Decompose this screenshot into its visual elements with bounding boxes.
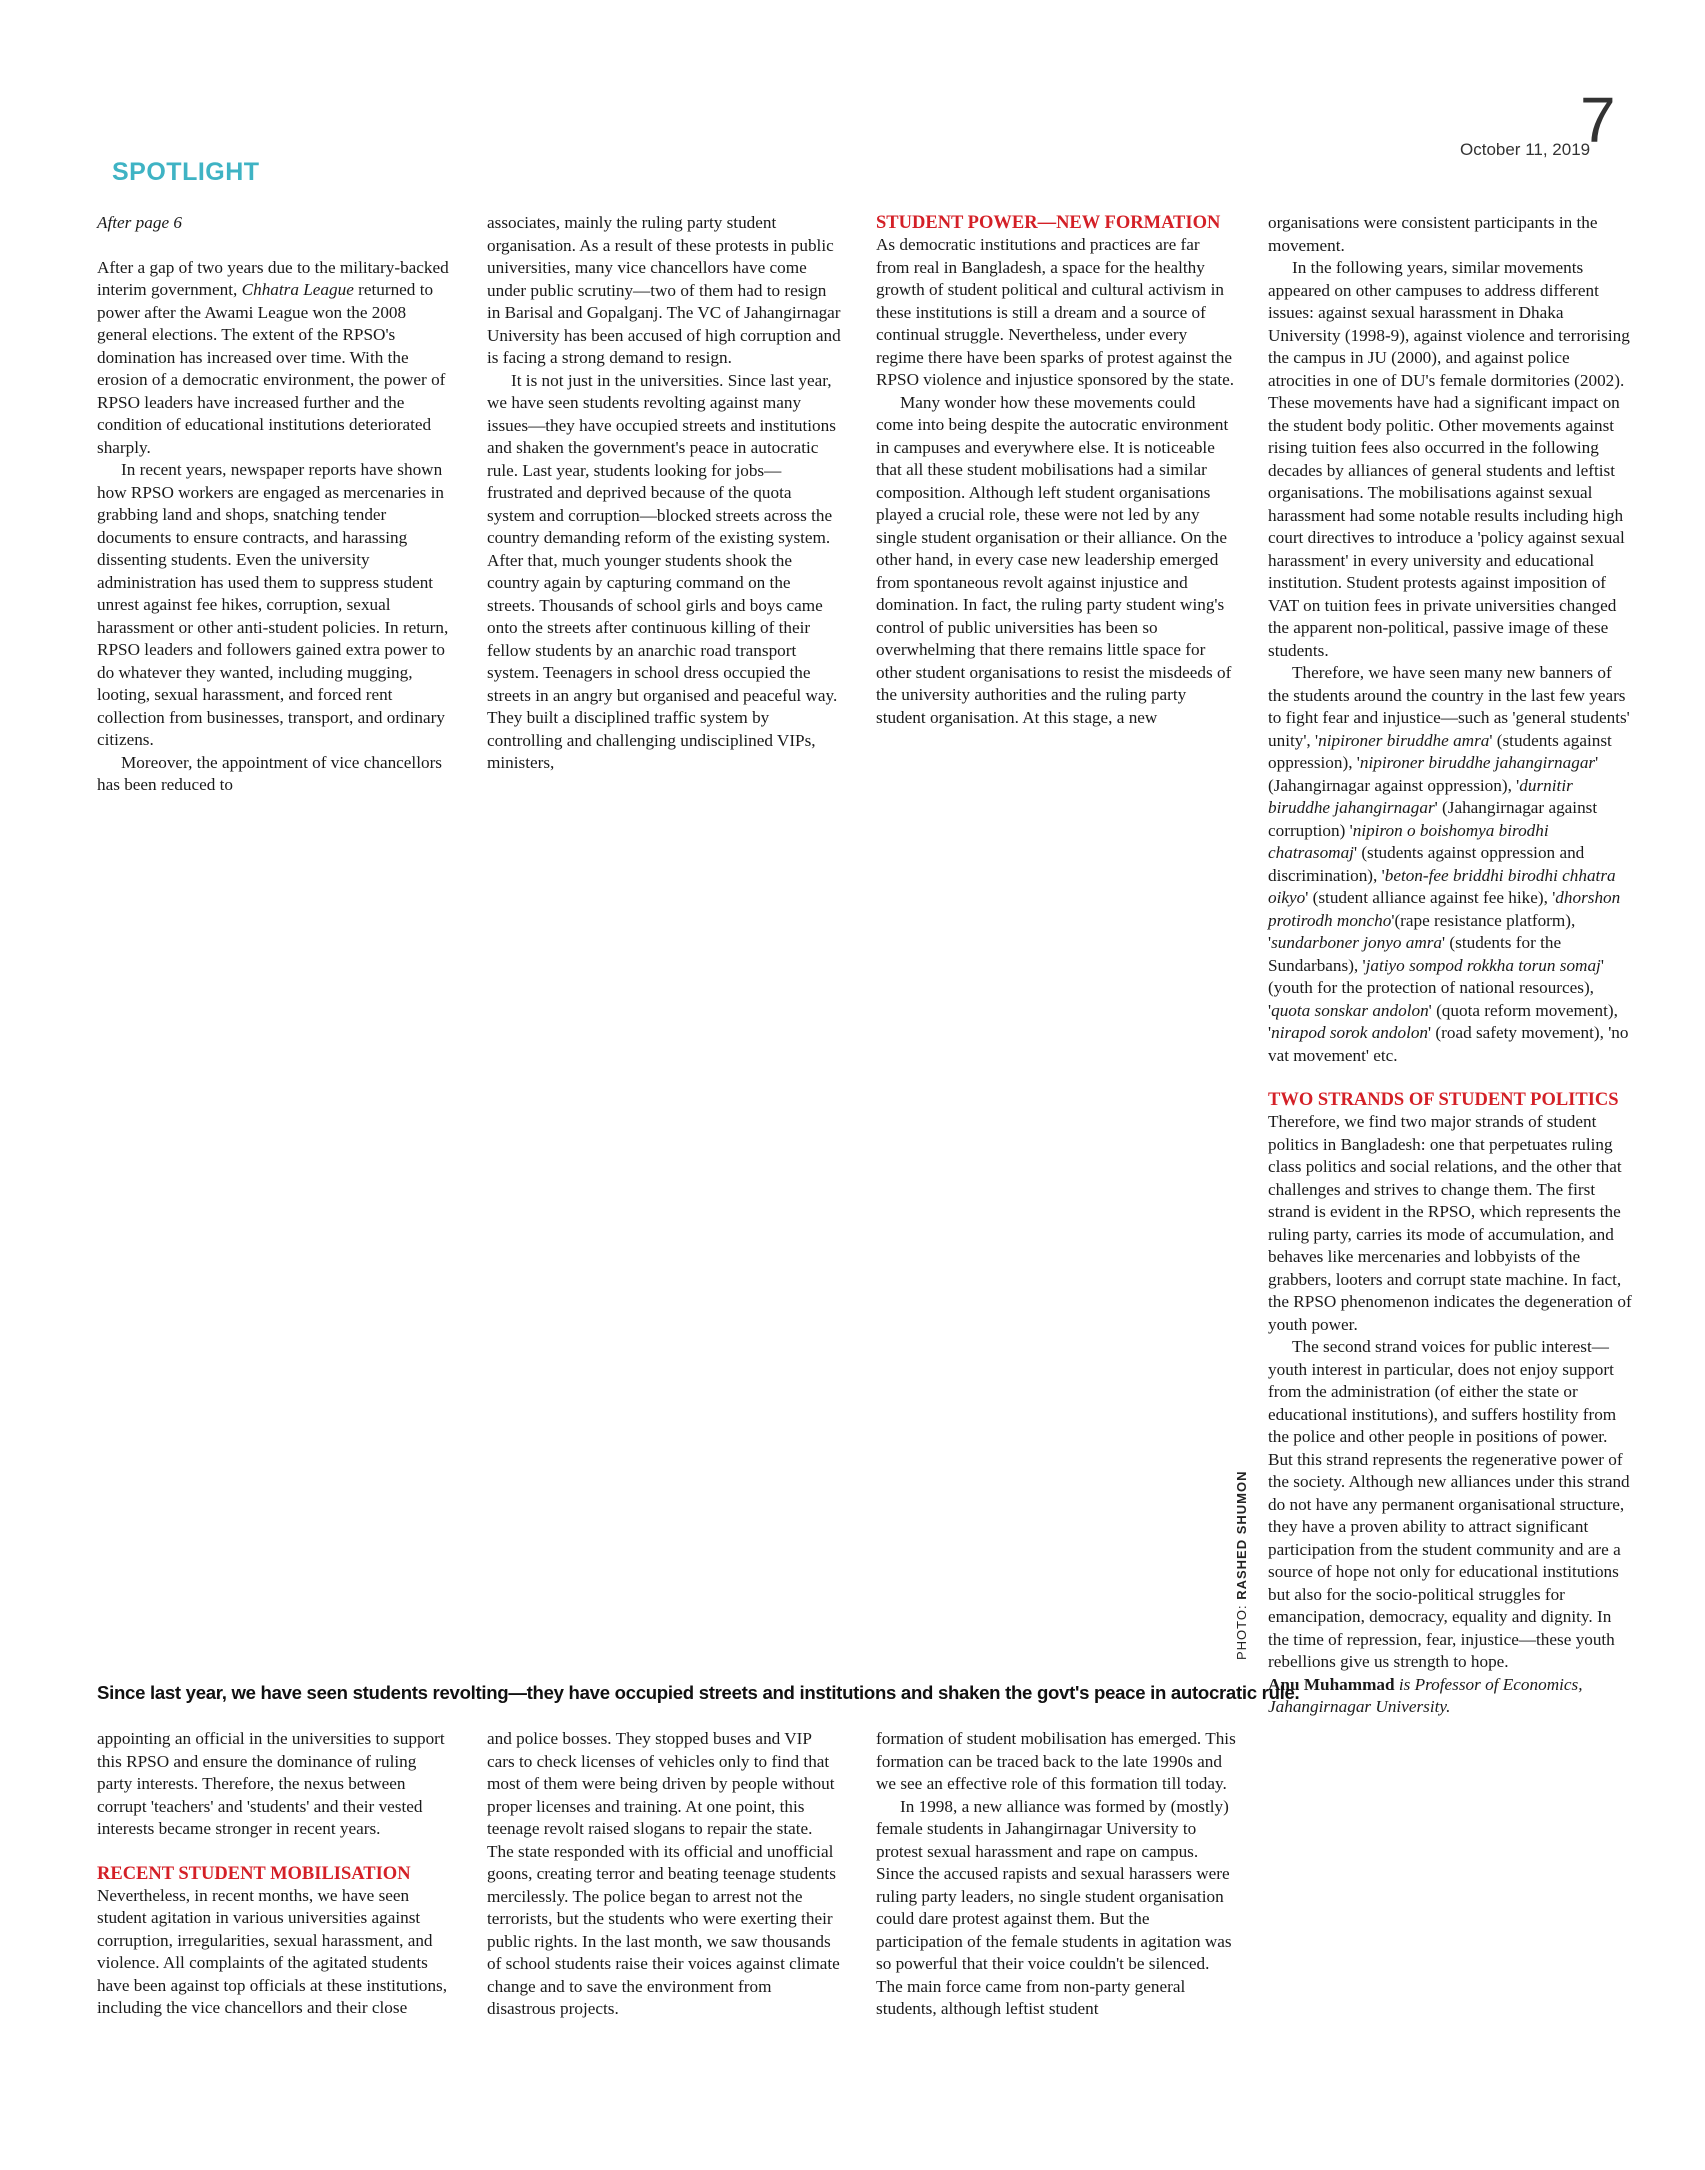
article-column-4: [1268, 212, 1633, 1719]
article-column-1-bottom: [97, 1728, 452, 2020]
article-column-2-bottom: [487, 1728, 842, 2021]
subheading: RECENT STUDENT MOBILISATION: [97, 1863, 411, 1884]
paragraph: As democratic institutions and practices are far from real in Bangladesh, a space for the healthy growth of student political and cultural activism in these institutions is still a dream and a source of continual struggle. Nevertheless, under every regime there have been sparks of protest against the RPSO violence and injustice sponsored by the state.: [876, 235, 1235, 389]
paragraph: Therefore, we find two major strands of student politics in Bangladesh: one that perpetuates ruling class politics and social relations, and the other that challenges and strives to change them. The first strand is evident in the RPSO, which represents the ruling party, carries its mode of accumulation, and behaves like mercenaries and lobbyists of the grabbers, looters and corrupt state machine. In fact, the RPSO phenomenon indicates the degeneration of youth power.: [1268, 1112, 1632, 1334]
article-column-1-top: [97, 212, 452, 797]
section-label: SPOTLIGHT: [112, 158, 260, 186]
paragraph: Many wonder how these movements could come into being despite the autocratic environment in campuses and everywhere else. It is noticeable that all these student mobilisations had a similar composition. Although left student organisations played a crucial role, these were not led by any single student organisation or their alliance. On the other hand, in every case new leadership emerged from spontaneous revolt against injustice and domination. In fact, the ruling party student wing's control of public universities has been so overwhelming that there remains little space for other student organisations to resist the misdeeds of the university authorities and the ruling party student organisation. At this stage, a new: [876, 392, 1232, 727]
page-number: 7: [1580, 84, 1616, 156]
paragraph: It is not just in the universities. Since last year, we have seen students revolting against many issues—they have occupied streets and institutions and shaken the government's peace in autocratic rule. Last year, students looking for jobs—frustrated and deprived because of the quota system and corruption—blocked streets across the country demanding reform of the existing system. After that, much younger students shook the country again by capturing command on the streets. Thousands of school girls and boys came onto the streets after continuous killing of their fellow students by an anarchic road transport system. Teenagers in school dress occupied the streets in an angry but organised and peaceful way. They built a disciplined traffic system by controlling and challenging undisciplined VIPs, ministers,: [487, 370, 838, 772]
paragraph: associates, mainly the ruling party student organisation. As a result of these protests in public universities, many vice chancellors have come under public scrutiny—two of them had to resign in Barisal and Gopalganj. The VC of Jahangirnagar University has been accused of high corruption and is facing a strong demand to resign.: [487, 213, 841, 367]
author-name: Anu Muhammad: [1268, 1674, 1395, 1694]
article-column-3-bottom: [876, 1728, 1236, 2021]
author-byline: [1268, 1674, 1633, 1719]
photo-caption-pullquote: Since last year, we have seen students revolting—they have occupied streets and institutions and shaken the govt's peace in autocratic rule.: [97, 1682, 1300, 1703]
paragraph: Moreover, the appointment of vice chancellors has been reduced to: [97, 752, 442, 794]
paragraph: Therefore, we have seen many new banners of the students around the country in the last few years to fight fear and injustice—such as 'general students' unity', 'nipironer biruddhe amra' (students against oppression), 'nipironer biruddhe jahangirnagar' (Jahangirnagar against oppression), 'durnitir biruddhe jahangirnagar' (Jahangirnagar against corruption) 'nipiron o boishomya birodhi chatrasomaj' (students against oppression and discrimination), 'beton-fee briddhi birodhi chhatra oikyo' (student alliance against fee hike), 'dhorshon protirodh moncho'(rape resistance platform), 'sundarboner jonyo amra' (students for the Sundarbans), 'jatiyo sompod rokkha torun somaj' (youth for the protection of national resources), 'quota sonskar andolon' (quota reform movement), 'nirapod sorok andolon' (road safety movement), 'no vat movement' etc.: [1268, 663, 1630, 1065]
paragraph: In the following years, similar movements appeared on other campuses to address different issues: against sexual harassment in Dhaka University (1998-9), against violence and terrorising the campus in JU (2000), and against police atrocities in one of DU's female dormitories (2002). These movements have had a significant impact on the student body politic. Other movements against rising tuition fees also occurred in the following decades by alliances of general students and leftist organisations. The mobilisations against sexual harassment had some notable results including high court directives to introduce a 'policy against sexual harassment' in every university and educational institution. Student protests against imposition of VAT on tuition fees in private universities changed the apparent non-political, passive image of these students.: [1268, 258, 1630, 660]
continued-from-kicker: After page 6: [97, 213, 182, 232]
article-column-2-top: [487, 212, 842, 775]
author-role: is Professor of Economics, Jahangirnagar University.: [1268, 1674, 1583, 1716]
photo-credit: PHOTO: RASHED SHUMON: [1234, 1470, 1249, 1660]
paragraph: and police bosses. They stopped buses and VIP cars to check licenses of vehicles only to find that most of them were being driven by people without proper licenses and training. At one point, this teenage revolt raised slogans to repair the state. The state responded with its official and unofficial goons, creating terror and beating teenage students mercilessly. The police began to arrest not the terrorists, but the students who were exerting their public rights. In the last month, we saw thousands of school students raise their voices against climate change and to save the environment from disastrous projects.: [487, 1729, 840, 2018]
paragraph: In 1998, a new alliance was formed by (mostly) female students in Jahangirnagar University to protest sexual harassment and rape on campus. Since the accused rapists and sexual harassers were ruling party leaders, no single student organisation could dare protest against them. But the participation of the female students in agitation was so powerful that their voice couldn't be silenced. The main force came from non-party general students, although leftist student: [876, 1796, 1232, 2018]
paragraph: appointing an official in the universities to support this RPSO and ensure the dominance of ruling party interests. Therefore, the nexus between corrupt 'teachers' and 'students' and their vested interests became stronger in recent years.: [97, 1729, 445, 1838]
paragraph: In recent years, newspaper reports have shown how RPSO workers are engaged as mercenaries in grabbing land and shops, snatching tender documents to ensure contracts, and harassing dissenting students. Even the university administration has used them to suppress student unrest against fee hikes, corruption, sexual harassment or other anti-student policies. In return, RPSO leaders and followers gained extra power to do whatever they wanted, including mugging, looting, sexual harassment, and forced rent collection from businesses, transport, and ordinary citizens.: [97, 460, 449, 749]
paragraph: After a gap of two years due to the military-backed interim government, Chhatra League returned to power after the Awami League won the 2008 general elections. The extent of the RPSO's domination has increased over time. With the erosion of a democratic environment, the power of RPSO leaders have increased further and the condition of educational institutions deteriorated sharply.: [97, 257, 449, 457]
paragraph: formation of student mobilisation has emerged. This formation can be traced back to the late 1990s and we see an effective role of this formation till today.: [876, 1729, 1236, 1793]
subheading: STUDENT POWER—NEW FORMATION: [876, 213, 1221, 233]
paragraph: The second strand voices for public interest—youth interest in particular, does not enjoy support from the administration (of either the state or educational institutions), and suffers hostility from the police and other people in positions of power. But this strand represents the regenerative power of the society. Although new alliances under this strand do not have any permanent organisational structure, they have a proven ability to attract significant participation from the student community and are a source of hope not only for educational institutions but also for the socio-political struggles for emancipation, democracy, equality and dignity. In the time of repression, fear, injustice—these youth rebellions give us strength to hope.: [1268, 1337, 1630, 1671]
article-column-3-top: [876, 212, 1236, 729]
subheading: TWO STRANDS OF STUDENT POLITICS: [1268, 1090, 1619, 1110]
paragraph: Nevertheless, in recent months, we have seen student agitation in various universities against corruption, irregularities, sexual harassment, and violence. All complaints of the agitated students have been against top officials at these institutions, including the vice chancellors and their close: [97, 1885, 448, 2017]
paragraph: organisations were consistent participants in the movement.: [1268, 213, 1598, 255]
organisation-name: Chhatra League: [241, 280, 354, 299]
issue-date: October 11, 2019: [1460, 140, 1591, 159]
